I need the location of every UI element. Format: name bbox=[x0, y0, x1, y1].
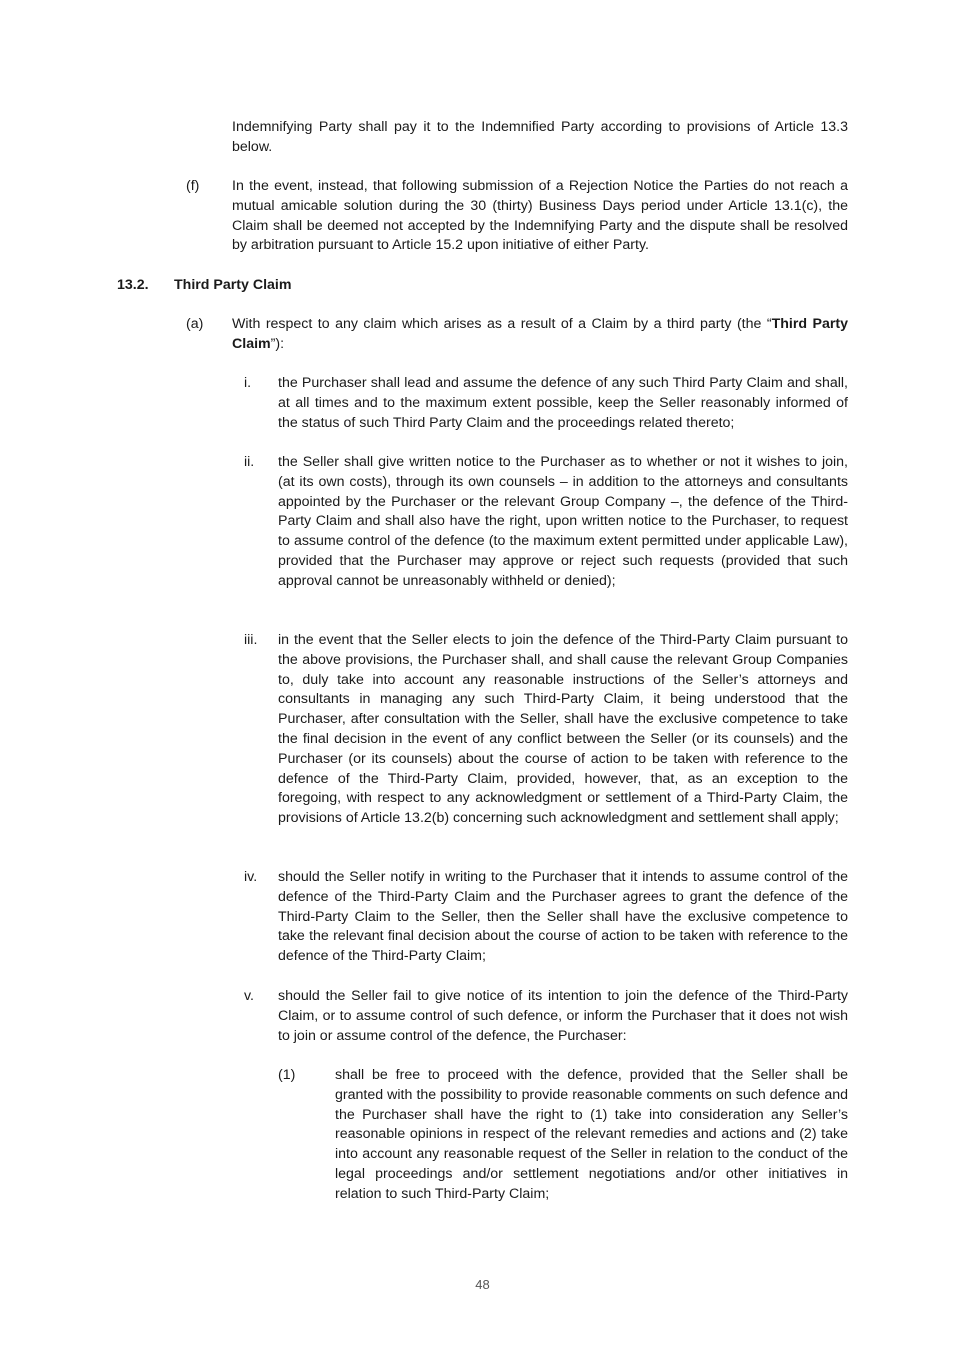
item-iii-text: in the event that the Seller elects to join the defence of the Third-Party Claim pursuant to the above provisions, the Purchaser shall, and shall cause the relevant Group Companies to, duly take into account any reasonable instructions of the Seller’s attorneys and consultants in managing any such Third-Party Claim, it being understood that the Purchaser, after consultation with the Seller, shall have the exclusive competence to take the final decision in the event of any conflict between the Seller (or its counsels) and the Purchaser (or its counsels) about the course of action to be taken with reference to the defence of the Third-Party Claim, provided, however, that, as an exception to the foregoing, with respect to any acknowledgment or settlement of a Third-Party Claim, the provisions of Article 13.2(b) concerning such acknowledgment and settlement shall apply; bbox=[278, 632, 848, 827]
para-f-text: In the event, instead, that following submission of a Rejection Notice the Parties do not reach a mutual amicable solution during the 30 (thirty) Business Days period under Article 13.1(c), the Claim shall be deemed not accepted by the Indemnifying Party and the dispute shall be resolved by arbitration pursuant to Article 15.2 upon initiative of either Party. bbox=[232, 178, 848, 254]
item-i-text: the Purchaser shall lead and assume the defence of any such Third Party Claim and shall, at all times and to the maximum extent possible, keep the Seller reasonably informed of the status of such Third Party Claim and the proceedings related thereto; bbox=[278, 375, 848, 431]
defined-term: Third Party Claim bbox=[232, 316, 848, 352]
item-ii-text: the Seller shall give written notice to the Purchaser as to whether or not it wishes to join, (at its own costs), through its own counsels – in addition to the attorneys and consultants appointed by the Purchaser or the relevant Group Company –, the defence of the Third-Party Claim and shall also have the right, upon written notice to the Purchaser, to request to assume control of the defence (to the maximum extent permitted under applicable Law), provided that the Purchaser may approve or reject such requests (provided that such approval cannot be unreasonably withheld or denied); bbox=[278, 454, 848, 589]
para-f-label: (f) bbox=[186, 178, 200, 194]
para-a-label: (a) bbox=[186, 316, 204, 332]
sub-1-text: shall be free to proceed with the defence, provided that the Seller shall be granted with the possibility to provide reasonable comments on such defence and the Purchaser shall have the right to (1) take into consideration any Seller’s reasonable opinions in respect of the relevant remedies and actions and (2) take into account any reasonable request of the Seller in relation to the conduct of the legal proceedings and/or settlement negotiations and/or other initiatives in relation to such Third-Party Claim; bbox=[335, 1067, 848, 1202]
item-v-text: should the Seller fail to give notice of its intention to join the defence of the Third-Party Claim, or to assume control of such defence, or inform the Purchaser that it does not wish to join or assume control of the defence, the Purchaser: bbox=[278, 988, 848, 1044]
sub-1-label: (1) bbox=[278, 1067, 296, 1083]
section-title: Third Party Claim bbox=[174, 277, 292, 293]
item-iv-label: iv. bbox=[244, 869, 258, 885]
para-a-text-after: ”): bbox=[270, 335, 285, 352]
item-v-label: v. bbox=[244, 988, 254, 1004]
item-i-label: i. bbox=[244, 375, 252, 391]
page-number: 48 bbox=[475, 1277, 490, 1292]
section-number: 13.2. bbox=[117, 277, 149, 293]
para-a-text-before: With respect to any claim which arises as a result of a Claim by a third party (the “ bbox=[232, 316, 772, 332]
item-iii-label: iii. bbox=[244, 632, 258, 648]
item-ii-label: ii. bbox=[244, 454, 255, 470]
item-iv-text: should the Seller notify in writing to the Purchaser that it intends to assume control of the defence of the Third-Party Claim and the Purchaser agrees to grant the defence of the Third-Party Claim to the Seller, then the Seller shall have the exclusive competence to take the relevant final decision about the course of action to be taken with reference to the defence of the Third-Party Claim; bbox=[278, 869, 848, 965]
para-a-text bbox=[232, 315, 848, 355]
continuation-paragraph: Indemnifying Party shall pay it to the Indemnified Party according to provisions of Article 13.3 below. bbox=[232, 119, 848, 155]
